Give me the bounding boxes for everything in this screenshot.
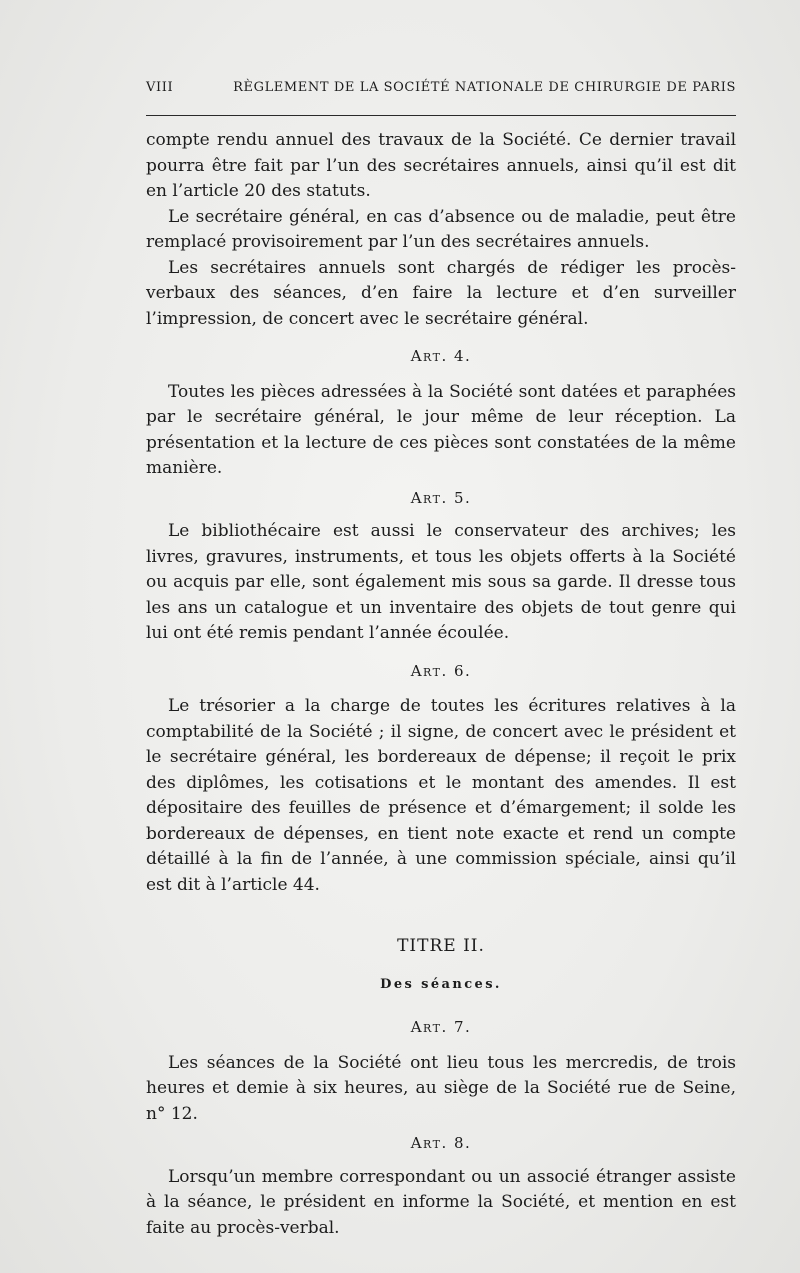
paragraph-secretaires-annuels: Les secrétaires annuels sont chargés de rédiger les procès-verbaux des séances, d’en faire la lecture et d’en surveiller l’impression, de concert avec le secrétaire général. <box>146 257 736 329</box>
article-4-text: Toutes les pièces adressées à la Société sont datées et paraphées par le secrétaire général, le jour même de leur réception. La présentation et la lecture de ces pièces sont constatées de la même manière. <box>146 381 736 478</box>
page-number: VIII <box>146 80 174 95</box>
titre-subtitle: Des séances. <box>380 976 502 992</box>
paragraph-secretaire-general: Le secrétaire général, en cas d’absence ou de maladie, peut être remplacé provisoirement par l’un des secrétaires annuels. <box>146 206 736 252</box>
header-rule <box>146 115 736 116</box>
article-8-heading: Art. 8. <box>410 1134 472 1152</box>
article-4-heading: Art. 4. <box>410 347 472 365</box>
article-5-heading: Art. 5. <box>410 488 472 507</box>
article-8-text: Lorsqu’un membre correspondant ou un associé étranger assiste à la séance, le président en informe la Société, et mention en est faite au procès-verbal. <box>146 1166 736 1238</box>
article-6-heading: Art. 6. <box>410 661 472 680</box>
running-title: RÈGLEMENT DE LA SOCIÉTÉ NATIONALE DE CHIRURGIE DE PARIS <box>233 80 736 95</box>
article-6-text: Le trésorier a la charge de toutes les écritures relatives à la comptabilité de la Société ; il signe, de concert avec le président et le secrétaire général, les bordereaux de dépense; il reçoit le prix des diplômes, les cotisations et le montant des amendes. Il est dépositaire des feuilles de présence et d’émargement; il solde les bordereaux de dépenses, en tient note exacte et rend un compte détaillé à la fin de l’année, à une commission spéciale, ainsi qu’il est dit à l’article 44. <box>146 696 736 895</box>
article-5-text: Le bibliothécaire est aussi le conservateur des archives; les livres, gravures, instruments, et tous les objets offerts à la Société ou acquis par elle, sont également mis sous sa garde. Il dresse tous les ans un catalogue et un inventaire des objets de tout genre qui lui ont été remis pendant l’année écoulée. <box>146 521 736 643</box>
paragraph-continuation: compte rendu annuel des travaux de la Société. Ce dernier travail pourra être fait par l’un des secrétaires annuels, ainsi qu’il est dit en l’article 20 des statuts. <box>146 130 736 201</box>
titre-heading: TITRE II. <box>397 936 485 956</box>
article-7-text: Les séances de la Société ont lieu tous les mercredis, de trois heures et demie à six heures, au siège de la Société rue de Seine, n° 12. <box>146 1052 736 1124</box>
article-7-heading: Art. 7. <box>410 1018 472 1036</box>
page-header <box>146 80 736 95</box>
page-body <box>146 128 736 1241</box>
